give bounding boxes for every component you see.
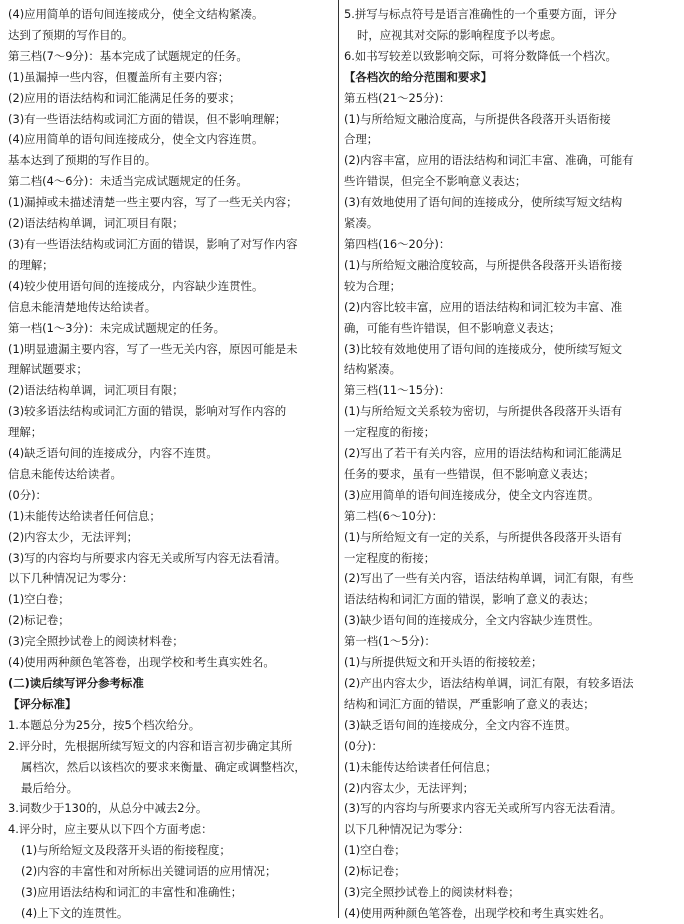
text-line: 任务的要求，虽有一些错误，但不影响意义表达；	[344, 466, 595, 481]
text-line: (2)写出了一些有关内容，语法结构单调，词汇有限，有些	[344, 571, 634, 586]
left-column	[8, 4, 333, 924]
text-line: 结构和词汇方面的错误，严重影响了意义的表达；	[344, 696, 595, 711]
section-heading: 【评分标准】	[8, 696, 77, 711]
text-line: 时，应视其对交际的影响程度予以考虑。	[357, 27, 563, 42]
text-line: (3)完全照抄试卷上的阅读材料卷；	[8, 634, 184, 649]
text-line: (2)产出内容太少，语法结构单调，词汇有限，有较多语法	[344, 676, 634, 690]
text-line: (4)上下文的连贯性。	[21, 905, 129, 920]
text-line: 第一档(1～5分)：	[344, 634, 436, 649]
text-line: (1)与所给短文融洽度较高，与所提供各段落开头语衔接	[344, 257, 623, 272]
text-line: 理解试题要求；	[8, 362, 88, 377]
text-line: (3)缺少语句间的连接成分，全文内容缺少连贯性。	[344, 613, 600, 628]
text-line: 4.评分时，应主要从以下四个方面考虑：	[8, 822, 213, 837]
text-line: (3)比较有效地使用了语句间的连接成分，使所续写短文	[344, 341, 623, 356]
text-line: (2)语法结构单调，词汇项目有限；	[8, 383, 184, 398]
text-line: (1)与所给短文融洽度高，与所提供各段落开头语衔接	[344, 111, 611, 126]
text-line: 合理；	[344, 132, 379, 147]
text-line: (1)与所给短文关系较为密切，与所提供各段落开头语有	[344, 404, 623, 419]
text-line: 第五档(21～25分)：	[344, 90, 451, 105]
text-line: (1)与所给短文有一定的关系，与所提供各段落开头语有	[344, 529, 623, 544]
text-line: (3)缺乏语句间的连接成分，全文内容不连贯。	[344, 717, 577, 732]
text-line: (4)使用两种颜色笔答卷，出现学校和考生真实姓名。	[8, 655, 275, 670]
text-line: (2)标记卷；	[8, 613, 70, 628]
text-line: 一定程度的衔接；	[344, 425, 436, 440]
text-line: (2)内容太少，无法评判；	[8, 529, 139, 544]
text-line: 第四档(16～20分)：	[344, 236, 451, 251]
text-line: 第三档(11～15分)：	[344, 383, 451, 398]
text-line: (3)完全照抄试卷上的阅读材料卷；	[344, 885, 520, 900]
text-line: (1)漏掉或未描述清楚一些主要内容，写了一些无关内容；	[8, 195, 298, 210]
text-line: (2)语法结构单调，词汇项目有限；	[8, 216, 184, 231]
text-line: (0分)：	[8, 487, 47, 502]
text-line: (0分)：	[344, 738, 383, 753]
text-line: 以下几种情况记为零分：	[8, 571, 134, 586]
text-line: (3)较多语法结构或词汇方面的错误，影响对写作内容的	[8, 404, 287, 419]
text-line: (2)内容太少，无法评判；	[344, 780, 475, 795]
text-line: 达到了预期的写作目的。	[8, 27, 134, 42]
text-line: (3)写的内容均与所要求内容无关或所写内容无法看清。	[344, 801, 623, 816]
text-line: 信息未能清楚地传达给读者。	[8, 299, 157, 314]
text-line: 第一档(1～3分)：未完成试题规定的任务。	[8, 320, 226, 335]
text-line: 较为合理；	[344, 278, 401, 293]
text-line: (2)内容的丰富性和对所标出关键词语的应用情况；	[21, 864, 277, 879]
text-line: 6.如书写较差以致影响交际，可将分数降低一个档次。	[344, 48, 617, 63]
text-line: (1)空白卷；	[8, 592, 70, 607]
text-line: 结构紧凑。	[344, 362, 401, 377]
text-line: 信息未能传达给读者。	[8, 466, 122, 481]
text-line: (3)有效地使用了语句间的连接成分，使所续写短文结构	[344, 195, 623, 210]
text-line: (3)写的内容均与所要求内容无关或所写内容无法看清。	[8, 550, 287, 565]
text-line: 5.拼写与标点符号是语言准确性的一个重要方面，评分	[344, 7, 617, 21]
text-line: (3)有一些语法结构或词汇方面的错误，影响了对写作内容	[8, 236, 298, 251]
text-line: 确，可能有些许错误，但不影响意义表达；	[344, 320, 561, 335]
text-line: (4)应用简单的语句间连接成分，使全文结构紧凑。	[8, 7, 264, 21]
text-line: (1)空白卷；	[344, 843, 406, 858]
text-line: (3)有一些语法结构或词汇方面的错误，但不影响理解；	[8, 111, 287, 126]
text-line: (3)应用语法结构和词汇的丰富性和准确性；	[21, 885, 243, 900]
text-line: 第二档(4～6分)：未适当完成试题规定的任务。	[8, 174, 248, 189]
text-line: 紧凑。	[344, 216, 379, 231]
text-line: 第三档(7～9分)：基本完成了试题规定的任务。	[8, 48, 248, 63]
text-line: 些许错误，但完全不影响意义表达；	[344, 174, 527, 189]
text-line: 第二档(6～10分)：	[344, 508, 443, 523]
text-line: (1)明显遗漏主要内容，写了一些无关内容，原因可能是未	[8, 341, 298, 356]
text-line: (4)应用简单的语句间连接成分，使全文内容连贯。	[8, 132, 264, 147]
text-line: (1)虽漏掉一些内容，但覆盖所有主要内容；	[8, 69, 230, 84]
text-line: 语法结构和词汇方面的错误，影响了意义的表达；	[344, 592, 595, 607]
text-line: (2)标记卷；	[344, 864, 406, 879]
text-line: (2)内容丰富，应用的语法结构和词汇丰富、准确，可能有	[344, 153, 634, 168]
text-line: (4)较少使用语句间的连接成分，内容缺少连贯性。	[8, 278, 264, 293]
text-line: 3.词数少于130的，从总分中减去2分。	[8, 801, 208, 816]
text-line: (4)使用两种颜色笔答卷，出现学校和考生真实姓名。	[344, 905, 611, 920]
text-line: 基本达到了预期的写作目的。	[8, 153, 157, 168]
text-line: 最后给分。	[21, 780, 78, 795]
text-line: 以下几种情况记为零分：	[344, 822, 470, 837]
text-line: (1)与所给短文及段落开头语的衔接程度；	[21, 843, 231, 858]
text-line: (4)缺乏语句间的连接成分，内容不连贯。	[8, 446, 218, 461]
text-line: (2)内容比较丰富，应用的语法结构和词汇较为丰富、准	[344, 299, 623, 314]
section-heading: (二)读后续写评分参考标准	[8, 676, 144, 690]
text-line: 理解；	[8, 425, 43, 440]
text-line: (2)应用的语法结构和词汇能满足任务的要求；	[8, 90, 241, 105]
section-heading: 【各档次的给分范围和要求】	[344, 69, 493, 84]
text-line: 的理解；	[8, 257, 54, 272]
text-line: (1)未能传达给读者任何信息；	[8, 508, 161, 523]
text-line: 属档次，然后以该档次的要求来衡量、确定或调整档次，	[21, 759, 306, 774]
text-line: 一定程度的衔接；	[344, 550, 436, 565]
text-line: (1)未能传达给读者任何信息；	[344, 759, 497, 774]
text-line: 1.本题总分为25分，按5个档次给分。	[8, 717, 201, 732]
right-column	[344, 4, 676, 924]
text-line: 2.评分时，先根据所续写短文的内容和语言初步确定其所	[8, 738, 293, 753]
text-line: (2)写出了若干有关内容，应用的语法结构和词汇能满足	[344, 446, 623, 461]
text-line: (3)应用简单的语句间连接成分，使全文内容连贯。	[344, 487, 600, 502]
column-divider	[338, 0, 339, 918]
text-line: (1)与所提供短文和开头语的衔接较差；	[344, 655, 543, 670]
